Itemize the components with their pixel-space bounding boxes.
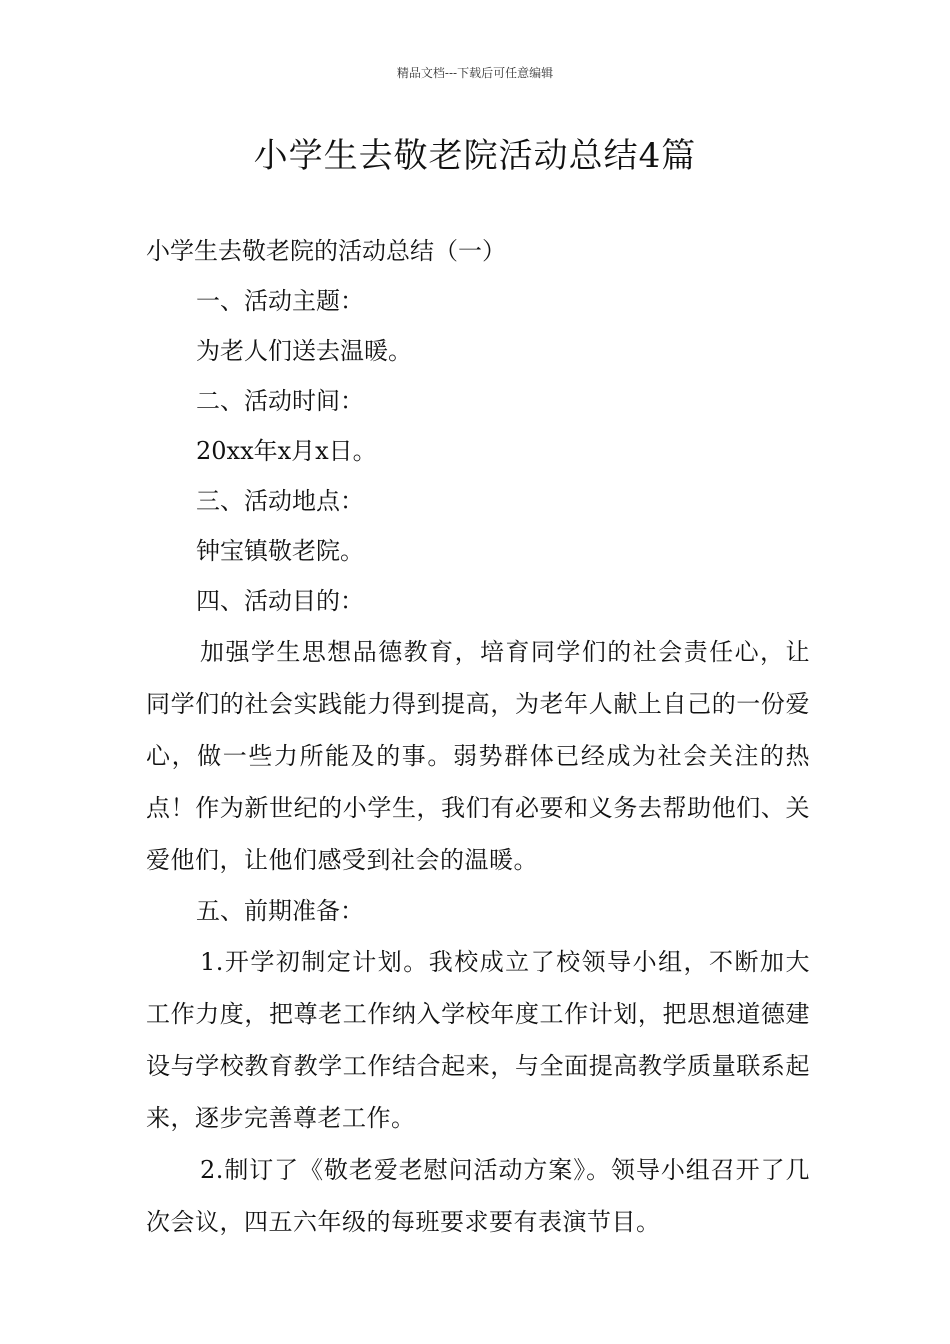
- prep-paragraph-1: 1.开学初制定计划。我校成立了校领导小组，不断加大工作力度，把尊老工作纳入学校年度工作计划，把思想道德建设与学校教育教学工作结合起来，与全面提高教学质量联系起来，逐步完善尊老工作。: [146, 948, 810, 1132]
- header-note: 精品文档---下载后可任意编辑: [396, 66, 554, 80]
- prep-paragraph-2: 2.制订了《敬老爱老慰问活动方案》。领导小组召开了几次会议，四五六年级的每班要求要有表演节目。: [146, 1156, 810, 1236]
- item-location-value: 钟宝镇敬老院。: [196, 537, 364, 565]
- item-theme-label: 一、活动主题：: [196, 287, 364, 315]
- section-heading: 小学生去敬老院的活动总结（一）: [146, 237, 506, 265]
- item-purpose-label: 四、活动目的：: [196, 587, 364, 615]
- item-theme-value: 为老人们送去温暖。: [196, 337, 412, 365]
- item-time-value: 20xx年x月x日。: [196, 437, 377, 465]
- purpose-paragraph: 加强学生思想品德教育，培育同学们的社会责任心，让同学们的社会实践能力得到提高，为老年人献上自己的一份爱心，做一些力所能及的事。弱势群体已经成为社会关注的热点！作为新世纪的小学生，我们有必要和义务去帮助他们、关爱他们，让他们感受到社会的温暖。: [146, 638, 810, 874]
- item-location-label: 三、活动地点：: [196, 487, 364, 515]
- document-body: [146, 226, 810, 1248]
- item-time-label: 二、活动时间：: [196, 387, 364, 415]
- document-title: 小学生去敬老院活动总结4篇: [253, 136, 697, 176]
- item-prep-label: 五、前期准备：: [196, 897, 364, 925]
